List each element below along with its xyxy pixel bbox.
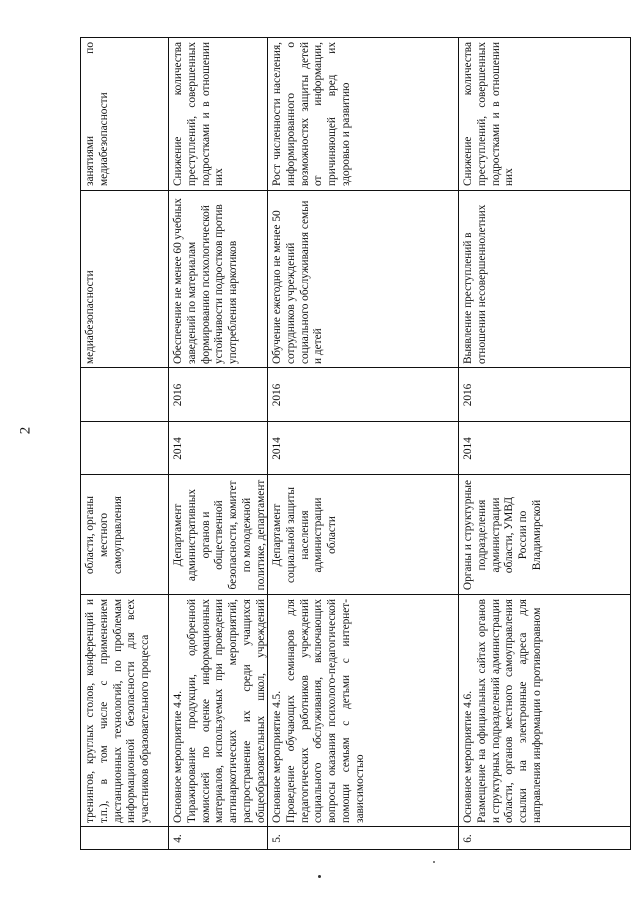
effect-cell-text: Рост численности населения, информированного о возможностях защиты детей от информации, причиняющей вред их здоровью и развитию — [271, 42, 352, 186]
effect-cell — [459, 38, 630, 190]
executor-cell — [268, 474, 458, 594]
effect-cell-text: Снижение количества преступлений, совершенных подростками и в отношении них — [172, 42, 226, 186]
end-year-cell-text: 2016 — [462, 383, 474, 407]
effect-cell — [169, 38, 267, 190]
start-year-cell — [459, 421, 630, 474]
end-year-cell — [459, 367, 630, 421]
executor-cell-text: Департамент административных органов и общественной безопасности, комитет по молодежной политике, департамент — [172, 479, 267, 591]
activity-cell-text: тренингов, круглых столов, конференций и т.п.), в том числе с применением дистанционных технологий, по проблемам информационной безопасности для всех участников образовательного процесса — [84, 599, 152, 823]
executor-cell-text: области, органы местного самоуправления — [84, 496, 124, 575]
table-row — [81, 38, 168, 849]
row-number-text: 5. — [271, 834, 283, 843]
effect-cell — [81, 38, 168, 190]
executor-cell — [81, 474, 168, 594]
table-row — [267, 38, 458, 849]
activity-cell — [169, 594, 267, 826]
effect-cell-text: занятиями по медиабезопасности — [84, 42, 110, 186]
start-year-cell — [169, 421, 267, 474]
start-year-cell — [268, 421, 458, 474]
row-number-text — [81, 827, 168, 849]
result-cell — [81, 190, 168, 367]
executor-cell — [459, 474, 630, 594]
result-cell-text: медиабезопасности — [84, 270, 96, 364]
row-number-text: 4. — [172, 834, 184, 843]
end-year-cell — [268, 367, 458, 421]
row-number — [268, 826, 458, 849]
activity-cell-text: Основное мероприятие 4.5. Проведение обучающих семинаров для педагогических работников учреждений социального обслуживания, включающих вопросы оказания психолого-педагогической помощи семьям с детьми с интернет-зависимостью — [271, 599, 366, 823]
row-number — [169, 826, 267, 849]
effect-cell-text: Снижение количества преступлений, совершенных подростками и в отношении них — [462, 42, 516, 186]
activity-cell — [81, 594, 168, 826]
table — [80, 37, 631, 850]
result-cell — [268, 190, 458, 367]
executor-cell — [169, 474, 267, 594]
executor-cell-text: Органы и структурные подразделения администрации области, УМВД России по Владимирской — [462, 479, 543, 591]
scan-speck — [433, 861, 435, 863]
start-year-cell-text — [81, 422, 168, 474]
start-year-cell-text: 2014 — [462, 437, 474, 460]
result-cell-text: Обучение ежегодно не менее 50 сотрудников учреждений социального обслуживания семьи и детей — [271, 200, 325, 364]
row-number — [459, 826, 630, 849]
start-year-cell — [81, 421, 168, 474]
table-row — [458, 38, 630, 849]
end-year-cell — [169, 367, 267, 421]
page-number: 2 — [17, 426, 34, 435]
end-year-cell — [81, 367, 168, 421]
row-number-text: 6. — [462, 834, 474, 843]
end-year-cell-text: 2016 — [172, 383, 184, 407]
start-year-cell-text: 2014 — [271, 437, 283, 460]
activity-cell — [268, 594, 458, 826]
activity-cell-text: Основное мероприятие 4.6. Размещение на официальных сайтах органов и структурных подразделений администрации области, органов местного самоуправления ссылки на электронные адреса для направления информации о противоправном — [462, 599, 543, 823]
end-year-cell-text — [81, 368, 168, 421]
result-cell-text: Обеспечение не менее 60 учебных заведений по материалам формированию психологической устойчивости подростков против употребления наркотиков — [172, 198, 240, 364]
activity-cell — [459, 594, 630, 826]
table-row — [168, 38, 267, 849]
end-year-cell-text: 2016 — [271, 383, 283, 407]
executor-cell-text: Департамент социальной защиты населения администрации области — [271, 487, 339, 583]
scan-speck — [318, 875, 321, 878]
result-cell — [169, 190, 267, 367]
row-number — [81, 826, 168, 849]
result-cell-text: Выявление преступлений в отношении несовершеннолетних — [462, 204, 488, 364]
result-cell — [459, 190, 630, 367]
start-year-cell-text: 2014 — [172, 437, 184, 460]
activity-cell-text: Основное мероприятие 4.4. Тиражирование продукции, одобренной комиссией по оценке информационных материалов, используемых при проведении антинаркотических мероприятий, распространение их среди учащихся общеобразовательных школ, учреждений — [172, 599, 267, 823]
effect-cell — [268, 38, 458, 190]
